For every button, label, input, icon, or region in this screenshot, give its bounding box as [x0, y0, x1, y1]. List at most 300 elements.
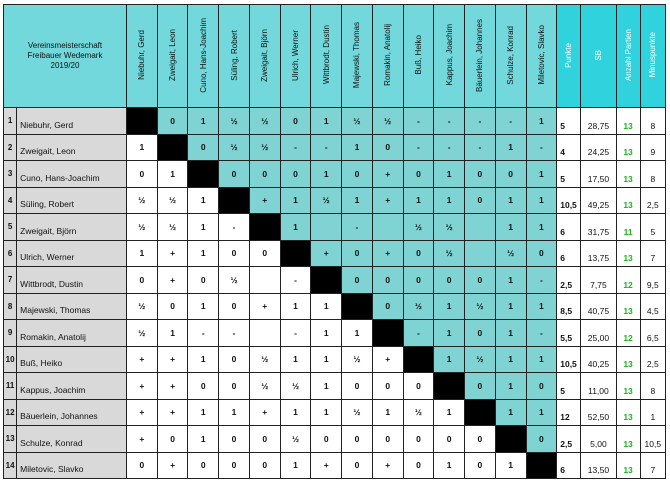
result-cell: [465, 214, 496, 241]
result-cell: -: [526, 320, 557, 347]
row-number: 3: [4, 161, 17, 188]
result-cell: 0: [434, 267, 465, 294]
result-cell: 1: [188, 214, 219, 241]
games-cell: 11: [616, 214, 640, 241]
points-cell: 6: [557, 214, 581, 241]
minus-cell: 2,5: [640, 187, 665, 214]
result-cell: 1: [311, 293, 342, 320]
result-cell: 0: [465, 320, 496, 347]
games-cell: 13: [616, 346, 640, 373]
result-cell: 1: [126, 240, 157, 267]
result-cell: 0: [219, 293, 250, 320]
result-cell: 0: [188, 134, 219, 161]
player-name: Romakin, Anatolij: [17, 320, 127, 347]
result-cell: 0: [403, 240, 434, 267]
result-cell: 1: [311, 346, 342, 373]
result-cell: 0: [372, 267, 403, 294]
result-cell: 0: [526, 373, 557, 400]
col-header-player: Süling, Robert: [219, 5, 250, 108]
sb-cell: 7,75: [581, 267, 616, 294]
sb-cell: 13,75: [581, 240, 616, 267]
minus-cell: 2,5: [640, 346, 665, 373]
result-cell: +: [372, 161, 403, 188]
points-cell: 2,5: [557, 426, 581, 453]
sb-cell: 40,75: [581, 293, 616, 320]
result-cell: -: [280, 134, 311, 161]
result-cell: 0: [526, 240, 557, 267]
minus-cell: 10,5: [640, 426, 665, 453]
result-cell: 1: [434, 399, 465, 426]
games-cell: 13: [616, 240, 640, 267]
diagonal-cell: [434, 373, 465, 400]
result-cell: 0: [219, 373, 250, 400]
row-number: 11: [4, 373, 17, 400]
result-cell: -: [280, 320, 311, 347]
result-cell: ½: [465, 293, 496, 320]
col-header-player: Buß, Heiko: [403, 5, 434, 108]
result-cell: 1: [526, 346, 557, 373]
result-cell: +: [372, 240, 403, 267]
result-cell: ½: [403, 399, 434, 426]
col-header-player: Zweigait, Leon: [157, 5, 188, 108]
table-row: [4, 426, 666, 453]
result-cell: +: [372, 187, 403, 214]
points-cell: 5,5: [557, 320, 581, 347]
table-row: [4, 452, 666, 479]
points-cell: 6: [557, 240, 581, 267]
row-number: 9: [4, 320, 17, 347]
result-cell: 1: [495, 293, 526, 320]
minus-cell: 5: [640, 214, 665, 241]
result-cell: -: [434, 134, 465, 161]
result-cell: ½: [126, 187, 157, 214]
result-cell: 1: [495, 452, 526, 479]
minus-cell: 8: [640, 161, 665, 188]
result-cell: -: [219, 320, 250, 347]
games-cell: 13: [616, 108, 640, 135]
points-cell: 12: [557, 399, 581, 426]
games-cell: 12: [616, 267, 640, 294]
diagonal-cell: [188, 161, 219, 188]
table-row: [4, 293, 666, 320]
result-cell: 1: [188, 426, 219, 453]
col-header-player: Niebuhr, Gerd: [126, 5, 157, 108]
result-cell: ½: [372, 108, 403, 135]
result-cell: +: [157, 240, 188, 267]
result-cell: 1: [495, 373, 526, 400]
result-cell: 1: [526, 293, 557, 320]
result-cell: [372, 214, 403, 241]
result-cell: 0: [219, 426, 250, 453]
crosstable: [3, 4, 666, 479]
result-cell: 0: [311, 426, 342, 453]
result-cell: [249, 267, 280, 294]
minus-cell: 9: [640, 134, 665, 161]
result-cell: 0: [249, 240, 280, 267]
result-cell: -: [403, 108, 434, 135]
result-cell: +: [157, 399, 188, 426]
col-header-player: Wittbrodt, Dustin: [311, 5, 342, 108]
diagonal-cell: [311, 267, 342, 294]
minus-cell: 4,5: [640, 293, 665, 320]
result-cell: 0: [219, 161, 250, 188]
points-cell: 5: [557, 161, 581, 188]
player-name: Miletovic, Slavko: [17, 452, 127, 479]
games-cell: 13: [616, 187, 640, 214]
result-cell: 0: [342, 373, 373, 400]
points-cell: 5: [557, 108, 581, 135]
result-cell: ½: [342, 346, 373, 373]
result-cell: 1: [280, 214, 311, 241]
sb-cell: 52,50: [581, 399, 616, 426]
diagonal-cell: [126, 108, 157, 135]
result-cell: 0: [372, 426, 403, 453]
result-cell: 1: [342, 320, 373, 347]
result-cell: 0: [403, 452, 434, 479]
player-name: Niebuhr, Gerd: [17, 108, 127, 135]
result-cell: ½: [342, 399, 373, 426]
result-cell: ½: [219, 108, 250, 135]
result-cell: 1: [434, 161, 465, 188]
result-cell: ½: [403, 293, 434, 320]
diagonal-cell: [219, 187, 250, 214]
result-cell: ½: [157, 187, 188, 214]
result-cell: 0: [188, 452, 219, 479]
result-cell: +: [372, 346, 403, 373]
result-cell: 0: [219, 346, 250, 373]
sb-cell: 5,00: [581, 426, 616, 453]
result-cell: 1: [311, 108, 342, 135]
result-cell: [465, 240, 496, 267]
result-cell: 1: [188, 399, 219, 426]
row-number: 4: [4, 187, 17, 214]
result-cell: ½: [157, 214, 188, 241]
header-row: [4, 5, 666, 108]
diagonal-cell: [495, 426, 526, 453]
sb-cell: 13,50: [581, 452, 616, 479]
games-cell: 13: [616, 399, 640, 426]
result-cell: ½: [311, 187, 342, 214]
table-row: [4, 399, 666, 426]
result-cell: 0: [219, 240, 250, 267]
result-cell: ½: [434, 214, 465, 241]
table-row: [4, 373, 666, 400]
result-cell: 0: [157, 426, 188, 453]
minus-cell: 1: [640, 399, 665, 426]
result-cell: 0: [403, 426, 434, 453]
result-cell: 1: [495, 267, 526, 294]
diagonal-cell: [465, 399, 496, 426]
row-number: 8: [4, 293, 17, 320]
result-cell: 1: [188, 346, 219, 373]
result-cell: 1: [157, 320, 188, 347]
result-cell: 1: [526, 399, 557, 426]
result-cell: 0: [403, 161, 434, 188]
result-cell: +: [311, 240, 342, 267]
col-header-player: Romakin, Anatolij: [372, 5, 403, 108]
col-header-player: Ulrich, Werner: [280, 5, 311, 108]
result-cell: +: [157, 373, 188, 400]
result-cell: 0: [126, 452, 157, 479]
result-cell: 1: [188, 293, 219, 320]
row-number: 6: [4, 240, 17, 267]
diagonal-cell: [403, 346, 434, 373]
player-name: Ulrich, Werner: [17, 240, 127, 267]
result-cell: 0: [126, 161, 157, 188]
result-cell: 0: [342, 240, 373, 267]
points-cell: 6: [557, 452, 581, 479]
row-number: 14: [4, 452, 17, 479]
result-cell: 1: [403, 187, 434, 214]
table-row: [4, 134, 666, 161]
result-cell: 1: [188, 240, 219, 267]
result-cell: 1: [188, 108, 219, 135]
result-cell: +: [157, 346, 188, 373]
result-cell: 1: [342, 134, 373, 161]
col-header-sb: SB: [581, 5, 616, 108]
result-cell: 0: [157, 108, 188, 135]
result-cell: [249, 320, 280, 347]
result-cell: 0: [280, 108, 311, 135]
col-header-player: Cuno, Hans-Joachim: [188, 5, 219, 108]
result-cell: -: [526, 267, 557, 294]
table-row: [4, 240, 666, 267]
games-cell: 13: [616, 426, 640, 453]
result-cell: +: [126, 426, 157, 453]
result-cell: +: [372, 452, 403, 479]
result-cell: ½: [126, 320, 157, 347]
result-cell: 1: [495, 346, 526, 373]
player-name: Wittbrodt, Dustin: [17, 267, 127, 294]
result-cell: +: [126, 346, 157, 373]
diagonal-cell: [526, 452, 557, 479]
table-body: [4, 108, 666, 479]
row-number: 13: [4, 426, 17, 453]
result-cell: ½: [126, 214, 157, 241]
result-cell: 1: [311, 373, 342, 400]
sb-cell: 40,25: [581, 346, 616, 373]
result-cell: +: [157, 267, 188, 294]
table-row: [4, 187, 666, 214]
result-cell: 0: [126, 267, 157, 294]
result-cell: +: [126, 399, 157, 426]
result-cell: 1: [495, 399, 526, 426]
points-cell: 4: [557, 134, 581, 161]
result-cell: ½: [249, 373, 280, 400]
player-name: Süling, Robert: [17, 187, 127, 214]
result-cell: 1: [280, 452, 311, 479]
result-cell: +: [249, 187, 280, 214]
result-cell: 1: [126, 134, 157, 161]
result-cell: ½: [249, 134, 280, 161]
games-cell: 12: [616, 320, 640, 347]
points-cell: 10,5: [557, 187, 581, 214]
sb-cell: 24,25: [581, 134, 616, 161]
col-header-player: Kappus, Joachim: [434, 5, 465, 108]
result-cell: -: [495, 108, 526, 135]
result-cell: +: [311, 452, 342, 479]
col-header-punkte: Punkte: [557, 5, 581, 108]
minus-cell: 6,5: [640, 320, 665, 347]
minus-cell: 8: [640, 373, 665, 400]
result-cell: 1: [311, 399, 342, 426]
table-row: [4, 320, 666, 347]
result-cell: 0: [157, 293, 188, 320]
result-cell: 0: [495, 161, 526, 188]
result-cell: 1: [219, 399, 250, 426]
result-cell: 0: [465, 373, 496, 400]
player-name: Buß, Heiko: [17, 346, 127, 373]
table-row: [4, 214, 666, 241]
table-row: [4, 161, 666, 188]
player-name: Bäuerlein, Johannes: [17, 399, 127, 426]
result-cell: 1: [495, 320, 526, 347]
result-cell: ½: [249, 346, 280, 373]
result-cell: 1: [526, 214, 557, 241]
result-cell: 1: [280, 399, 311, 426]
result-cell: 1: [495, 134, 526, 161]
result-cell: +: [126, 373, 157, 400]
result-cell: 1: [280, 346, 311, 373]
result-cell: 0: [188, 373, 219, 400]
table-row: [4, 267, 666, 294]
sb-cell: 25,00: [581, 320, 616, 347]
result-cell: 0: [465, 452, 496, 479]
result-cell: 0: [434, 426, 465, 453]
player-name: Cuno, Hans-Joachim: [17, 161, 127, 188]
diagonal-cell: [157, 134, 188, 161]
player-name: Zweigait, Björn: [17, 214, 127, 241]
row-number: 1: [4, 108, 17, 135]
minus-cell: 9,5: [640, 267, 665, 294]
result-cell: ½: [495, 240, 526, 267]
result-cell: ½: [403, 214, 434, 241]
result-cell: -: [465, 108, 496, 135]
diagonal-cell: [372, 320, 403, 347]
points-cell: 10,5: [557, 346, 581, 373]
result-cell: ½: [249, 108, 280, 135]
result-cell: -: [280, 267, 311, 294]
result-cell: -: [219, 214, 250, 241]
result-cell: 0: [372, 134, 403, 161]
minus-cell: 8: [640, 108, 665, 135]
result-cell: -: [311, 134, 342, 161]
result-cell: +: [157, 452, 188, 479]
result-cell: 0: [342, 161, 373, 188]
games-cell: 13: [616, 161, 640, 188]
result-cell: 1: [526, 161, 557, 188]
result-cell: -: [526, 134, 557, 161]
result-cell: 1: [280, 293, 311, 320]
row-number: 10: [4, 346, 17, 373]
minus-cell: 7: [640, 240, 665, 267]
row-number: 7: [4, 267, 17, 294]
result-cell: 1: [434, 293, 465, 320]
games-cell: 13: [616, 134, 640, 161]
result-cell: 1: [526, 108, 557, 135]
result-cell: 1: [311, 161, 342, 188]
result-cell: 1: [372, 399, 403, 426]
points-cell: 5: [557, 373, 581, 400]
col-header-player: Miletovic, Slavko: [526, 5, 557, 108]
result-cell: 0: [465, 161, 496, 188]
row-number: 5: [4, 214, 17, 241]
result-cell: ½: [280, 373, 311, 400]
result-cell: ½: [219, 134, 250, 161]
result-cell: 0: [219, 452, 250, 479]
sb-cell: 49,25: [581, 187, 616, 214]
player-name: Majewski, Thomas: [17, 293, 127, 320]
result-cell: 0: [342, 426, 373, 453]
result-cell: 1: [157, 161, 188, 188]
result-cell: 1: [495, 214, 526, 241]
games-cell: 13: [616, 452, 640, 479]
result-cell: +: [249, 399, 280, 426]
result-cell: 0: [403, 373, 434, 400]
result-cell: ½: [219, 267, 250, 294]
col-header-player: Schulze, Konrad: [495, 5, 526, 108]
result-cell: 1: [434, 452, 465, 479]
result-cell: 0: [249, 452, 280, 479]
result-cell: 1: [434, 187, 465, 214]
result-cell: 0: [465, 426, 496, 453]
result-cell: ½: [434, 240, 465, 267]
result-cell: 0: [465, 267, 496, 294]
result-cell: -: [342, 214, 373, 241]
result-cell: 0: [465, 187, 496, 214]
table-title: Vereinsmeisterschaft Freibauer Wedemark 2019/20: [4, 5, 127, 108]
diagonal-cell: [249, 214, 280, 241]
col-header-player: Bäuerlein, Johannes: [465, 5, 496, 108]
result-cell: 0: [342, 452, 373, 479]
sb-cell: 11,00: [581, 373, 616, 400]
player-name: Zweigait, Leon: [17, 134, 127, 161]
result-cell: ½: [126, 293, 157, 320]
result-cell: 0: [372, 293, 403, 320]
result-cell: 0: [249, 161, 280, 188]
result-cell: 1: [311, 320, 342, 347]
games-cell: 13: [616, 293, 640, 320]
points-cell: 2,5: [557, 267, 581, 294]
row-number: 12: [4, 399, 17, 426]
col-header-player: Zweigait, Björn: [249, 5, 280, 108]
result-cell: 1: [434, 346, 465, 373]
player-name: Schulze, Konrad: [17, 426, 127, 453]
result-cell: 0: [526, 426, 557, 453]
result-cell: 1: [434, 320, 465, 347]
result-cell: 0: [249, 426, 280, 453]
result-cell: +: [249, 293, 280, 320]
diagonal-cell: [342, 293, 373, 320]
result-cell: 1: [342, 187, 373, 214]
result-cell: [311, 214, 342, 241]
result-cell: 0: [342, 267, 373, 294]
result-cell: 0: [280, 161, 311, 188]
col-header-minuspunkte: Minuspunkte: [640, 5, 665, 108]
result-cell: -: [188, 320, 219, 347]
result-cell: -: [465, 134, 496, 161]
result-cell: 1: [280, 187, 311, 214]
result-cell: ½: [465, 346, 496, 373]
result-cell: 1: [526, 187, 557, 214]
result-cell: -: [434, 108, 465, 135]
result-cell: 0: [188, 267, 219, 294]
result-cell: 1: [188, 187, 219, 214]
result-cell: -: [403, 320, 434, 347]
col-header-partien: Anzahl Partien: [616, 5, 640, 108]
games-cell: 13: [616, 373, 640, 400]
result-cell: 1: [495, 187, 526, 214]
